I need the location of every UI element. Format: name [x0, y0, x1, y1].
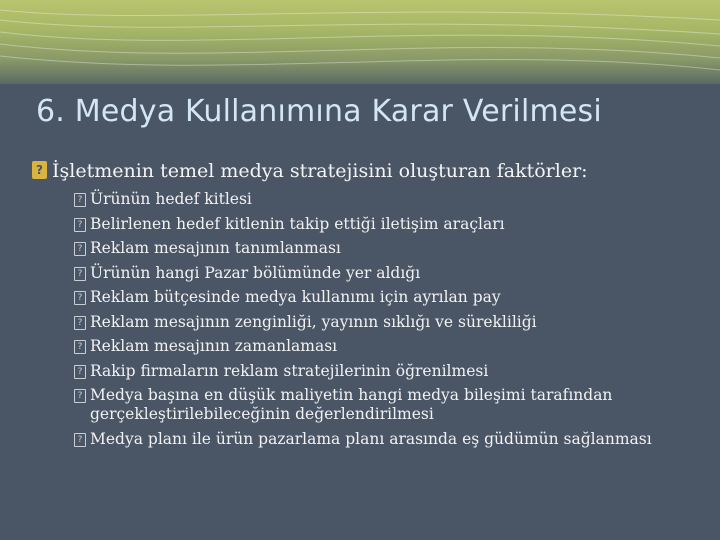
decorative-header-band: [0, 0, 720, 84]
missing-glyph-icon: ?: [74, 389, 86, 403]
list-item: [74, 239, 692, 258]
list-item: [74, 362, 692, 381]
slide-content: [32, 158, 692, 454]
list-item: [74, 337, 692, 356]
missing-glyph-icon: ?: [32, 161, 47, 179]
main-bullet-text: İşletmenin temel medya stratejisini oluşturan faktörler:: [52, 160, 588, 182]
list-item-text: Medya planı ile ürün pazarlama planı arasında eş güdümün sağlanması: [90, 429, 652, 448]
missing-glyph-icon: ?: [74, 291, 86, 305]
list-item-text: Reklam mesajının zenginliği, yayının sıklığı ve sürekliliği: [90, 312, 537, 331]
missing-glyph-icon: ?: [74, 316, 86, 330]
list-item-text: Reklam bütçesinde medya kullanımı için ayrılan pay: [90, 288, 501, 306]
missing-glyph-icon: ?: [74, 340, 86, 354]
list-item: [74, 264, 692, 283]
missing-glyph-icon: ?: [74, 193, 86, 207]
list-item-text: Rakip firmaların reklam stratejilerinin öğrenilmesi: [90, 361, 489, 380]
list-item-text: Belirlenen hedef kitlenin takip ettiği iletişim araçları: [90, 214, 505, 233]
sub-bullet-list: [32, 190, 692, 449]
list-item-text: Ürünün hedef kitlesi: [90, 190, 252, 208]
missing-glyph-icon: ?: [74, 218, 86, 232]
missing-glyph-icon: ?: [74, 433, 86, 447]
list-item: [74, 313, 692, 332]
list-item: [74, 430, 692, 449]
list-item: [74, 386, 692, 424]
decorative-stripes: [0, 0, 720, 84]
list-item-text: Reklam mesajının tanımlanması: [90, 239, 341, 257]
slide-title: 6. Medya Kullanımına Karar Verilmesi: [36, 94, 602, 129]
list-item: [74, 288, 692, 307]
list-item: [74, 215, 692, 234]
missing-glyph-icon: ?: [74, 365, 86, 379]
main-bullet: [32, 158, 692, 184]
list-item-text: Ürünün hangi Pazar bölümünde yer aldığı: [90, 263, 421, 282]
missing-glyph-icon: ?: [74, 242, 86, 256]
list-item-text: Medya başına en düşük maliyetin hangi medya bileşimi tarafından gerçekleştirilebileceğinin değerlendirilmesi: [90, 386, 613, 423]
list-item: [74, 190, 692, 209]
list-item-text: Reklam mesajının zamanlaması: [90, 337, 338, 355]
missing-glyph-icon: ?: [74, 267, 86, 281]
